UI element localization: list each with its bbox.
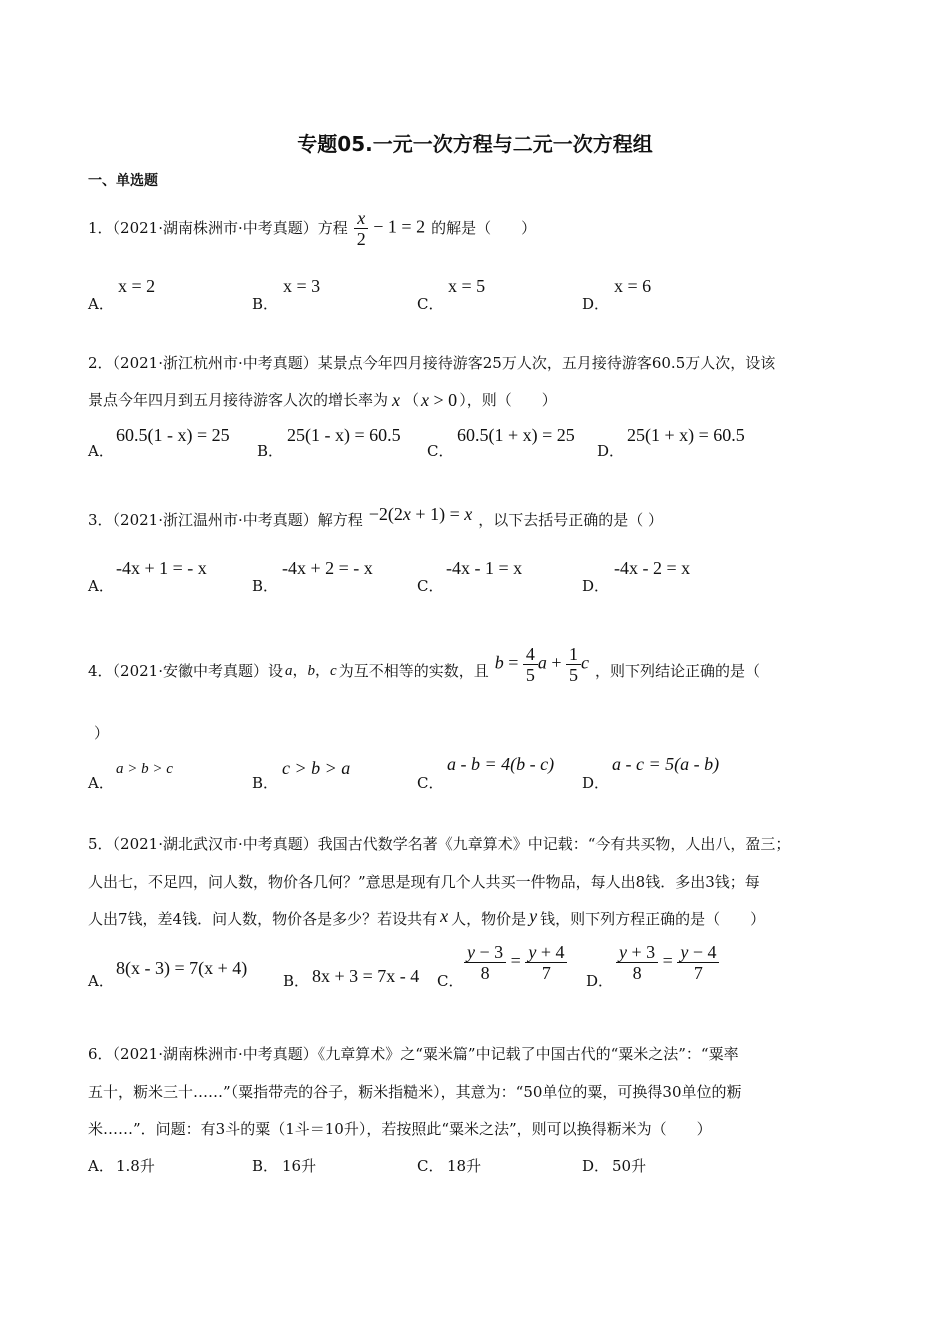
question-1-stem: 1．（2021·湖南株洲市·中考真题）方程 (88, 219, 348, 237)
q5-option-d-label[interactable]: D． (586, 972, 614, 990)
q6-option-d[interactable]: 50升 (612, 1157, 647, 1175)
question-4-closing: ） (94, 724, 110, 742)
q2-option-c[interactable]: 60.5(1 + x) = 25 (457, 425, 575, 445)
q1-option-b[interactable]: x = 3 (283, 276, 321, 296)
q2-option-b[interactable]: 25(1 - x) = 60.5 (287, 425, 401, 445)
question-2-text-a: 景点今年四月到五月接待游客人次的增长率为 (88, 391, 389, 409)
q4-option-b-label[interactable]: B． (252, 774, 279, 792)
q1-option-c-label[interactable]: C． (417, 295, 444, 313)
question-5-text-a: 人出7钱，差4钱．问人数，物价各是多少？若设共有 (88, 910, 438, 928)
q6-option-a[interactable]: 1.8升 (116, 1157, 155, 1175)
question-2-line-1: 2．（2021·浙江杭州市·中考真题）某景点今年四月接待游客25万人次，五月接待游客60.5万人次，设该 (88, 354, 776, 372)
question-4-tail: ，则下列结论正确的是（ (595, 662, 761, 680)
question-3-stem: 3．（2021·浙江温州市·中考真题）解方程 (88, 511, 363, 529)
q6-option-b-label[interactable]: B． (252, 1157, 279, 1175)
question-3-equation: −2(2x + 1) = x (368, 504, 473, 524)
q3-option-b-label[interactable]: B． (252, 577, 279, 595)
question-4-equation: b = $\frac{4}{5}$ a + $\frac{1}{5}$ c (494, 643, 590, 685)
variables-abc: a，b，c (285, 663, 337, 679)
q5-option-d[interactable]: $\frac{y + 3}{8}$ = $\frac{y - 4}{7}$ (616, 942, 719, 983)
q5-option-a-label[interactable]: A． (88, 972, 114, 990)
question-4 (88, 636, 760, 706)
q1-option-c[interactable]: x = 5 (448, 276, 486, 296)
q3-option-c-label[interactable]: C． (417, 577, 444, 595)
q3-option-a[interactable]: -4x + 1 = - x (116, 558, 207, 578)
q4-option-c-label[interactable]: C． (417, 774, 444, 792)
page-title: 专题05.一元一次方程与二元一次方程组 (297, 132, 653, 156)
q1-option-d[interactable]: x = 6 (614, 276, 652, 296)
variable-x: x (392, 390, 401, 410)
q6-option-b[interactable]: 16升 (282, 1157, 317, 1175)
q4-option-a[interactable]: a > b > c (116, 761, 173, 777)
question-1-equation: $\frac{x}{2}$ − 1 = 2 (354, 208, 425, 249)
q6-option-c[interactable]: 18升 (447, 1157, 482, 1175)
question-5-line-2: 人出七，不足四，问人数，物价各几何？”意思是现有几个人共买一件物品，每人出8钱．多出3钱；每 (88, 873, 760, 891)
q1-option-a-label[interactable]: A． (88, 295, 114, 313)
q3-option-a-label[interactable]: A． (88, 577, 114, 595)
question-5-line-3 (88, 908, 765, 930)
q2-option-d-label[interactable]: D． (597, 442, 625, 460)
q1-option-a[interactable]: x = 2 (118, 276, 156, 296)
question-2-line-2 (88, 389, 557, 411)
question-2-text-b: （ (404, 391, 420, 409)
q3-option-d[interactable]: -4x - 2 = x (614, 558, 691, 578)
question-5-line-1: 5．（2021·湖北武汉市·中考真题）我国古代数学名著《九章算术》中记载：“今有共买物，人出八，盈三； (88, 835, 791, 853)
q4-option-b[interactable]: c > b > a (282, 758, 351, 778)
q2-option-c-label[interactable]: C． (427, 442, 454, 460)
question-4-text: 为互不相等的实数，且 (338, 662, 489, 680)
question-3-tail: ，以下去括号正确的是（ ） (478, 511, 663, 529)
question-5-text-c: 钱，则下列方程正确的是（ ） (540, 910, 766, 928)
question-1 (88, 196, 536, 260)
q5-option-c-label[interactable]: C． (437, 972, 464, 990)
q6-option-c-label[interactable]: C． (417, 1157, 444, 1175)
question-2-text-c: ），则（ ） (459, 391, 557, 409)
q6-option-a-label[interactable]: A． (88, 1157, 114, 1175)
q5-option-c[interactable]: $\frac{y - 3}{8}$ = $\frac{y + 4}{7}$ (464, 942, 567, 983)
question-1-tail: 的解是（ ） (431, 219, 537, 237)
question-4-stem: 4．（2021·安徽中考真题）设 (88, 662, 283, 680)
q4-option-c[interactable]: a - b = 4(b - c) (447, 754, 555, 774)
q3-option-b[interactable]: -4x + 2 = - x (282, 558, 373, 578)
question-6-line-2: 五十，粝米三十……”（粟指带壳的谷子，粝米指糙米），其意为：“50单位的粟，可换得30单位的粝 (88, 1083, 742, 1101)
question-6-line-1: 6．（2021·湖南株洲市·中考真题）《九章算术》之“粟米篇”中记载了中国古代的“粟米之法”：“粟率 (88, 1045, 739, 1063)
q3-option-d-label[interactable]: D． (582, 577, 610, 595)
condition-x-positive: x > 0 (421, 390, 458, 410)
section-heading: 一、单选题 (88, 173, 158, 189)
variable-y: y (529, 906, 538, 926)
q2-option-b-label[interactable]: B． (257, 442, 284, 460)
question-3 (88, 502, 663, 538)
q4-option-d-label[interactable]: D． (582, 774, 610, 792)
q4-option-a-label[interactable]: A． (88, 774, 114, 792)
q6-option-d-label[interactable]: D． (582, 1157, 610, 1175)
q5-option-b-label[interactable]: B． (283, 972, 310, 990)
q1-option-b-label[interactable]: B． (252, 295, 279, 313)
q1-option-d-label[interactable]: D． (582, 295, 610, 313)
q3-option-c[interactable]: -4x - 1 = x (446, 558, 523, 578)
question-6-line-3: 米……”．问题：有3斗的粟（1斗＝10升），若按照此“粟米之法”，则可以换得粝米为（ ） (88, 1120, 712, 1138)
q5-option-a[interactable]: 8(x - 3) = 7(x + 4) (116, 958, 248, 978)
variable-x: x (440, 906, 449, 926)
q2-option-a[interactable]: 60.5(1 - x) = 25 (116, 425, 230, 445)
q5-option-b[interactable]: 8x + 3 = 7x - 4 (312, 966, 420, 986)
question-5-text-b: 人，物价是 (451, 910, 527, 928)
q2-option-d[interactable]: 25(1 + x) = 60.5 (627, 425, 745, 445)
q4-option-d[interactable]: a - c = 5(a - b) (612, 754, 720, 774)
q2-option-a-label[interactable]: A． (88, 442, 114, 460)
